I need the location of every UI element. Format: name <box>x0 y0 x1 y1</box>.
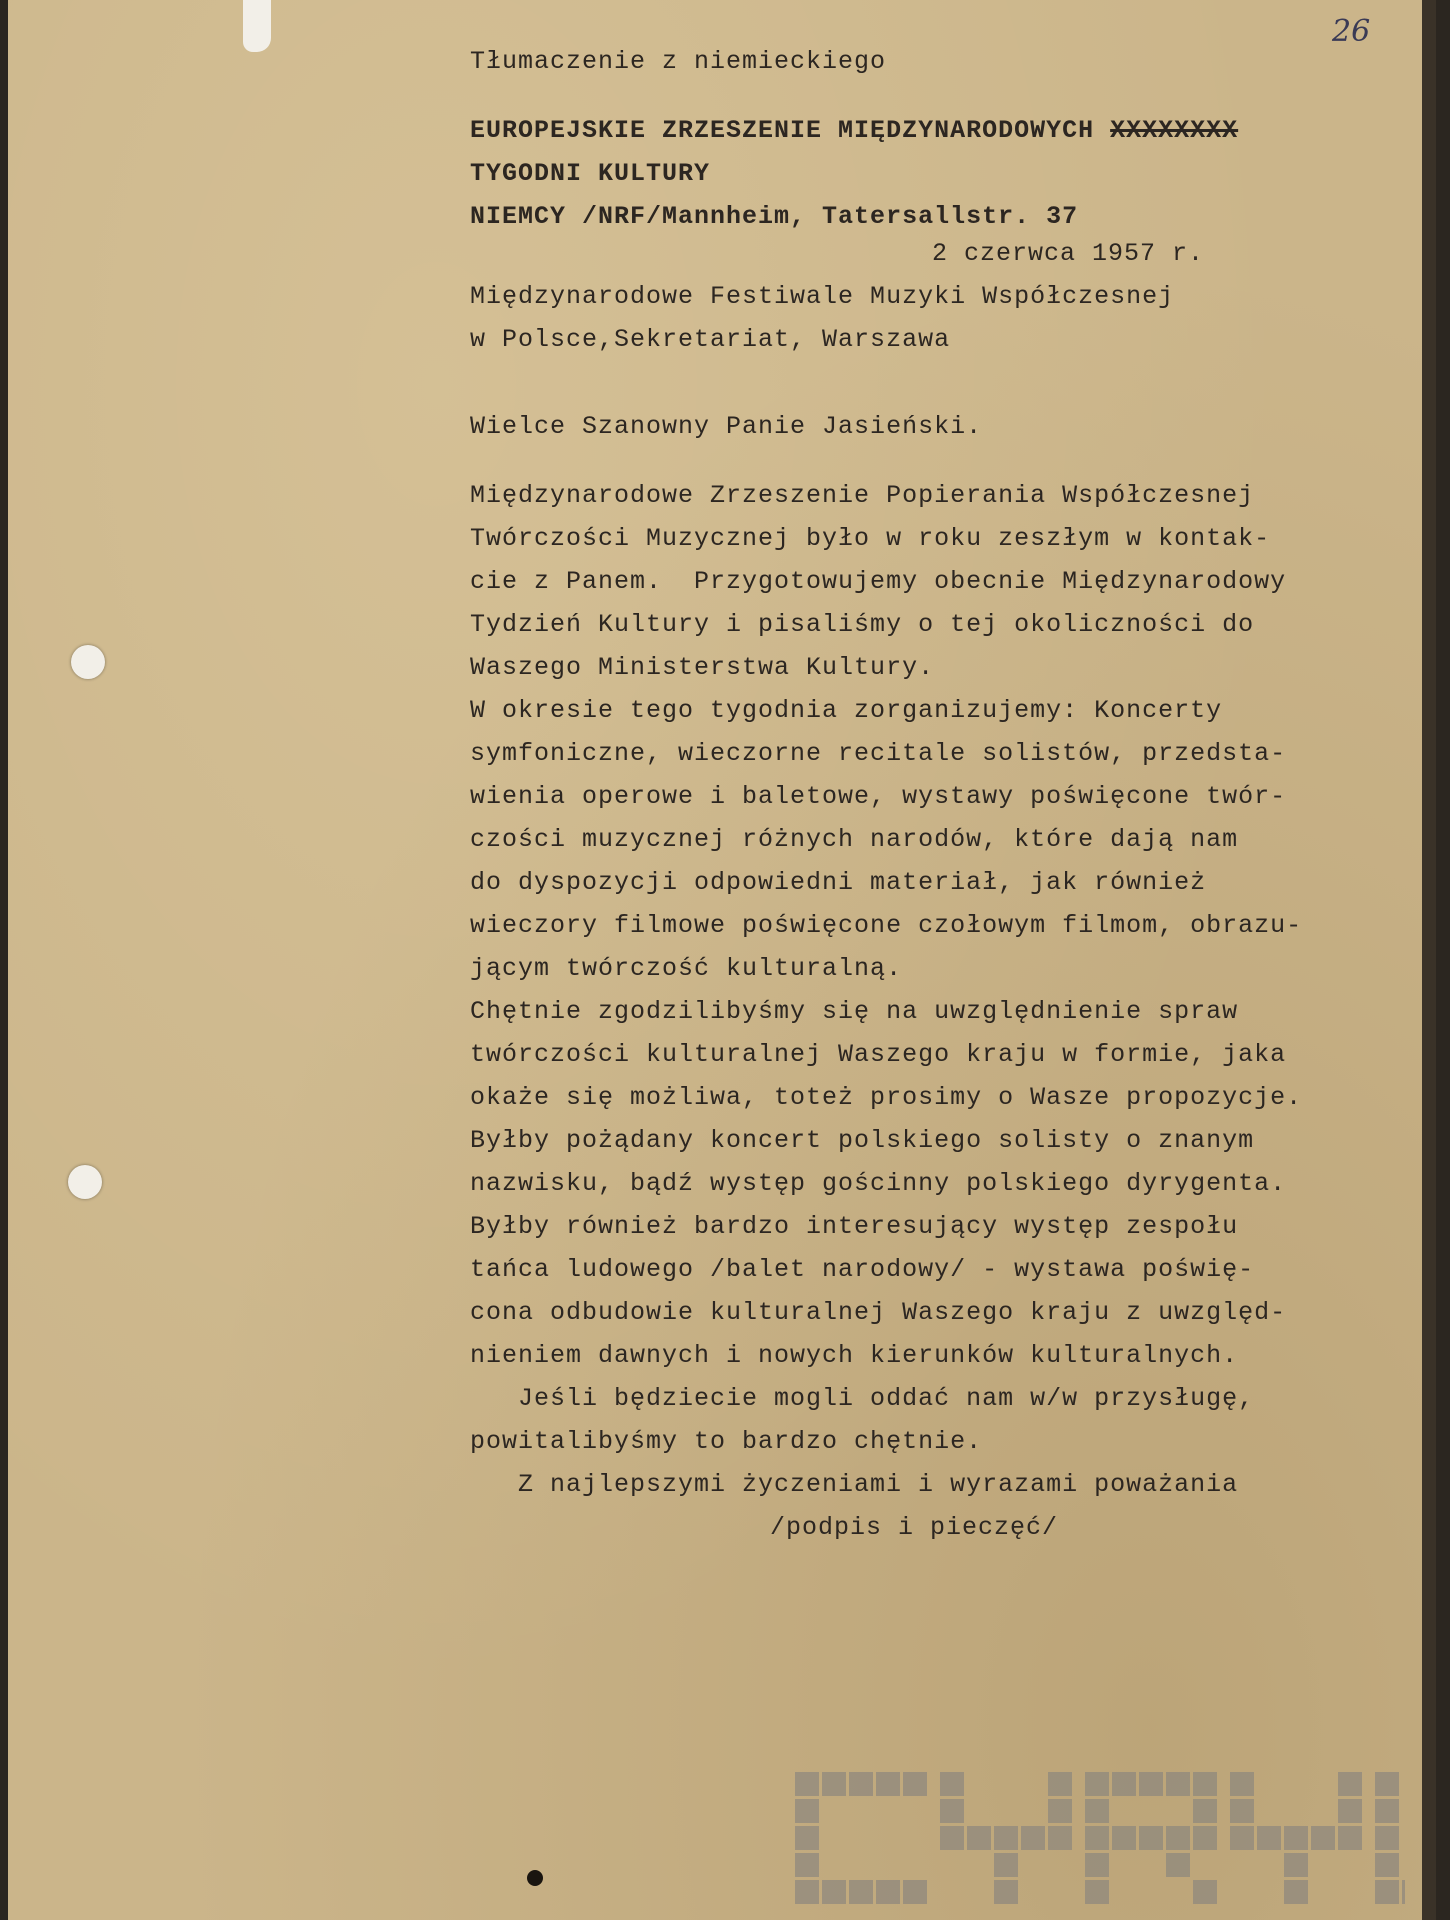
body-line: Jeśli będziecie mogli oddać nam w/w przysługę, <box>470 1384 1255 1413</box>
body-line: Waszego Ministerstwa Kultury. <box>470 653 935 682</box>
watermark-block <box>1375 1880 1399 1904</box>
watermark-block <box>903 1772 927 1796</box>
watermark-block <box>1112 1826 1136 1850</box>
punch-hole-upper <box>71 645 105 679</box>
sender-organization-name: EUROPEJSKIE ZRZESZENIE MIĘDZYNARODOWYCH <box>470 116 1095 145</box>
watermark-block <box>1139 1826 1163 1850</box>
watermark-block <box>1375 1772 1399 1796</box>
watermark-block <box>1375 1826 1399 1850</box>
body-line: cona odbudowie kulturalnej Waszego kraju z uwzględ- <box>470 1298 1287 1327</box>
watermark-block <box>1166 1853 1190 1877</box>
recipient-line: Międzynarodowe Festiwale Muzyki Współczesnej <box>470 282 1175 311</box>
body-line: okaże się możliwa, toteż prosimy o Wasze propozycje. <box>470 1083 1303 1112</box>
watermark-block <box>795 1826 819 1850</box>
watermark-block <box>1193 1826 1217 1850</box>
cyryl-watermark <box>795 1772 1405 1910</box>
watermark-block <box>1048 1772 1072 1796</box>
body-line: W okresie tego tygodnia zorganizujemy: Koncerty <box>470 696 1223 725</box>
watermark-block <box>994 1826 1018 1850</box>
watermark-block <box>1048 1826 1072 1850</box>
watermark-block <box>1085 1826 1109 1850</box>
body-line: Twórczości Muzycznej było w roku zeszłym w kontak- <box>470 524 1271 553</box>
watermark-block <box>1085 1772 1109 1796</box>
watermark-block <box>994 1880 1018 1904</box>
watermark-block <box>1338 1799 1362 1823</box>
watermark-block <box>849 1772 873 1796</box>
body-line: Międzynarodowe Zrzeszenie Popierania Współczesnej <box>470 481 1255 510</box>
watermark-block <box>903 1880 927 1904</box>
watermark-block <box>1230 1826 1254 1850</box>
body-line: Byłby również bardzo interesujący występ zespołu <box>470 1212 1239 1241</box>
watermark-block <box>1085 1880 1109 1904</box>
page-number: 26 <box>1332 14 1371 49</box>
punch-hole-lower <box>68 1165 102 1199</box>
salutation: Wielce Szanowny Panie Jasieński. <box>470 412 983 441</box>
watermark-block <box>876 1880 900 1904</box>
watermark-block <box>795 1853 819 1877</box>
letter-date: 2 czerwca 1957 r. <box>932 239 1205 268</box>
watermark-block <box>1048 1799 1072 1823</box>
ink-spot <box>527 1870 543 1886</box>
watermark-block <box>940 1772 964 1796</box>
body-line: wieczory filmowe poświęcone czołowym filmom, obrazu- <box>470 911 1303 940</box>
closing: Z najlepszymi życzeniami i wyrazami poważania <box>518 1470 1239 1499</box>
body-line: czości muzycznej różnych narodów, które dają nam <box>470 825 1239 854</box>
watermark-block <box>1230 1799 1254 1823</box>
body-line: cie z Panem. Przygotowujemy obecnie Międzynarodowy <box>470 567 1287 596</box>
watermark-block <box>1230 1772 1254 1796</box>
watermark-block <box>1166 1826 1190 1850</box>
watermark-block <box>1284 1826 1308 1850</box>
letter-text <box>470 40 1400 1549</box>
watermark-block <box>1193 1772 1217 1796</box>
watermark-block <box>1338 1826 1362 1850</box>
body-line: symfoniczne, wieczorne recitale solistów, przedsta- <box>470 739 1287 768</box>
watermark-block <box>795 1799 819 1823</box>
watermark-block <box>940 1799 964 1823</box>
struck-text: XXXXXXXX <box>1110 116 1239 145</box>
paper-tear <box>243 0 271 52</box>
watermark-block <box>1284 1880 1308 1904</box>
watermark-block <box>849 1880 873 1904</box>
paper-edge-shadow <box>1422 0 1436 1920</box>
sender-organization-line1 <box>470 109 1400 152</box>
watermark-block <box>1085 1853 1109 1877</box>
watermark-block <box>822 1772 846 1796</box>
watermark-block <box>1338 1772 1362 1796</box>
body-line: Byłby pożądany koncert polskiego solisty o znanym <box>470 1126 1255 1155</box>
watermark-block <box>1139 1772 1163 1796</box>
watermark-block <box>876 1772 900 1796</box>
watermark-block <box>1375 1799 1399 1823</box>
letter-body <box>470 474 1400 1463</box>
watermark-block <box>940 1826 964 1850</box>
watermark-block <box>1375 1853 1399 1877</box>
body-line: powitalibyśmy to bardzo chętnie. <box>470 1427 983 1456</box>
body-line: nieniem dawnych i nowych kierunków kulturalnych. <box>470 1341 1239 1370</box>
body-line: jącym twórczość kulturalną. <box>470 954 903 983</box>
watermark-block <box>1402 1880 1405 1904</box>
watermark-block <box>1257 1826 1281 1850</box>
body-line: Tydzień Kultury i pisaliśmy o tej okoliczności do <box>470 610 1255 639</box>
body-line: wienia operowe i baletowe, wystawy poświęcone twór- <box>470 782 1287 811</box>
body-line: tańca ludowego /balet narodowy/ - wystawa poświę- <box>470 1255 1255 1284</box>
sender-organization-line2: TYGODNI KULTURY <box>470 159 711 188</box>
watermark-block <box>1085 1799 1109 1823</box>
watermark-block <box>1284 1853 1308 1877</box>
watermark-block <box>1112 1772 1136 1796</box>
body-line: nazwisku, bądź występ gościnny polskiego dyrygenta. <box>470 1169 1287 1198</box>
signature-note: /podpis i pieczęć/ <box>770 1513 1059 1542</box>
watermark-block <box>1166 1772 1190 1796</box>
watermark-block <box>1311 1826 1335 1850</box>
recipient-block <box>470 275 1400 361</box>
watermark-block <box>795 1772 819 1796</box>
watermark-block <box>994 1853 1018 1877</box>
watermark-block <box>822 1880 846 1904</box>
recipient-line: w Polsce,Sekretariat, Warszawa <box>470 325 951 354</box>
watermark-block <box>795 1880 819 1904</box>
translation-heading: Tłumaczenie z niemieckiego <box>470 47 887 76</box>
watermark-letters <box>795 1772 1405 1904</box>
watermark-block <box>1193 1799 1217 1823</box>
watermark-block <box>1021 1826 1045 1850</box>
watermark-block <box>967 1826 991 1850</box>
body-line: do dyspozycji odpowiedni materiał, jak również <box>470 868 1207 897</box>
watermark-block <box>1193 1880 1217 1904</box>
sender-address: NIEMCY /NRF/Mannheim, Tatersallstr. 37 <box>470 202 1079 231</box>
body-line: twórczości kulturalnej Waszego kraju w formie, jaka <box>470 1040 1287 1069</box>
body-line: Chętnie zgodzilibyśmy się na uwzględnienie spraw <box>470 997 1239 1026</box>
